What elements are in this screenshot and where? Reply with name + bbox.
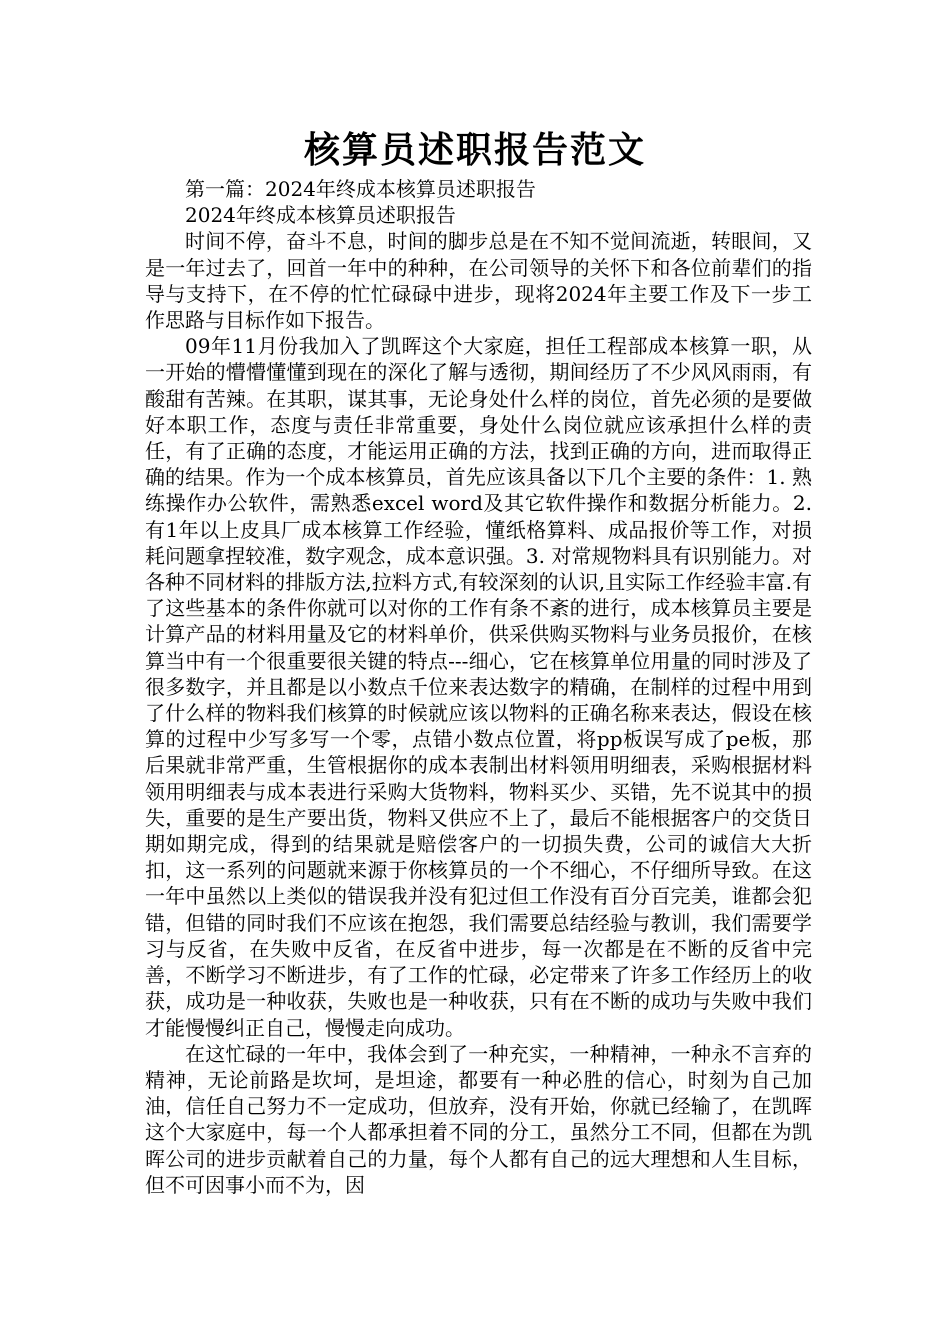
paragraph-1: 时间不停，奋斗不息，时间的脚步总是在不知不觉间流逝，转眼间，又是一年过去了，回首一年中的种种，在公司领导的关怀下和各位前辈们的指导与支持下，在不停的忙忙碌碌中进步，现将2024年主要工作及下一步工作思路与目标作如下报告。 — [145, 229, 812, 333]
document-body — [145, 176, 812, 1198]
paragraph-2: 09年11月份我加入了凯晖这个大家庭，担任工程部成本核算一职，从一开始的懵懵懂懂到现在的深化了解与透彻，期间经历了不少风风雨雨，有酸甜有苦辣。在其职，谋其事，无论身处什么样的岗位，首先必须的是要做好本职工作，态度与责任非常重要，身处什么岗位就应该承担什么样的责任，有了正确的态度，才能运用正确的方法，找到正确的方向，进而取得正确的结果。作为一个成本核算员，首先应该具备以下几个主要的条件：1. 熟练操作办公软件，需熟悉excel word及其它软件操作和数据分析能力。2. 有1年以上皮具厂成本核算工作经验，懂纸格算料、成品报价等工作，对损耗问题拿捏较准，数字观念，成本意识强。3. 对常规物料具有识别能力。对各种不同材料的排版方法,拉料方式,有较深刻的认识,且实际工作经验丰富.有了这些基本的条件你就可以对你的工作有条不紊的进行，成本核算员主要是计算产品的材料用量及它的材料单价，供采供购买物料与业务员报价，在核算当中有一个很重要很关键的特点---细心，它在核算单位用量的同时涉及了很多数字，并且都是以小数点千位来表达数字的精确，在制样的过程中用到了什么样的物料我们核算的时候就应该以物料的正确名称来表达，假设在核算的过程中少写多写一个零，点错小数点位置，将pp板误写成了pe板，那后果就非常严重，生管根据你的成本表制出材料领用明细表，采购根据材料领用明细表与成本表进行采购大货物料，物料买少、买错，先不说其中的损失，重要的是生产要出货，物料又供应不上了，最后不能根据客户的交货日期如期完成，得到的结果就是赔偿客户的一切损失费，公司的诚信大大折扣，这一系列的问题就来源于你核算员的一个不细心，不仔细所导致。在这一年中虽然以上类似的错误我并没有犯过但工作没有百分百完美，谁都会犯错，但错的同时我们不应该在抱怨，我们需要总结经验与教训，我们需要学习与反省，在失败中反省，在反省中进步，每一次都是在不断的反省中完善，不断学习不断进步，有了工作的忙碌，必定带来了许多工作经历上的收获，成功是一种收获，失败也是一种收获，只有在不断的成功与失败中我们才能慢慢纠正自己，慢慢走向成功。 — [145, 334, 812, 1040]
section-heading: 第一篇：2024年终成本核算员述职报告 — [185, 177, 536, 201]
document-title: 核算员述职报告范文 — [303, 130, 646, 171]
paragraph-3: 在这忙碌的一年中，我体会到了一种充实，一种精神，一种永不言弃的精神，无论前路是坎坷，是坦途，都要有一种必胜的信心，时刻为自己加油，信任自己努力不一定成功，但放弃，没有开始，你就已经输了，在凯晖这个大家庭中，每一个人都承担着不同的分工，虽然分工不同，但都在为凯晖公司的进步贡献着自己的力量，每个人都有自己的远大理想和人生目标，但不可因事小而不为，因 — [145, 1041, 812, 1197]
sub-heading: 2024年终成本核算员述职报告 — [185, 203, 456, 228]
